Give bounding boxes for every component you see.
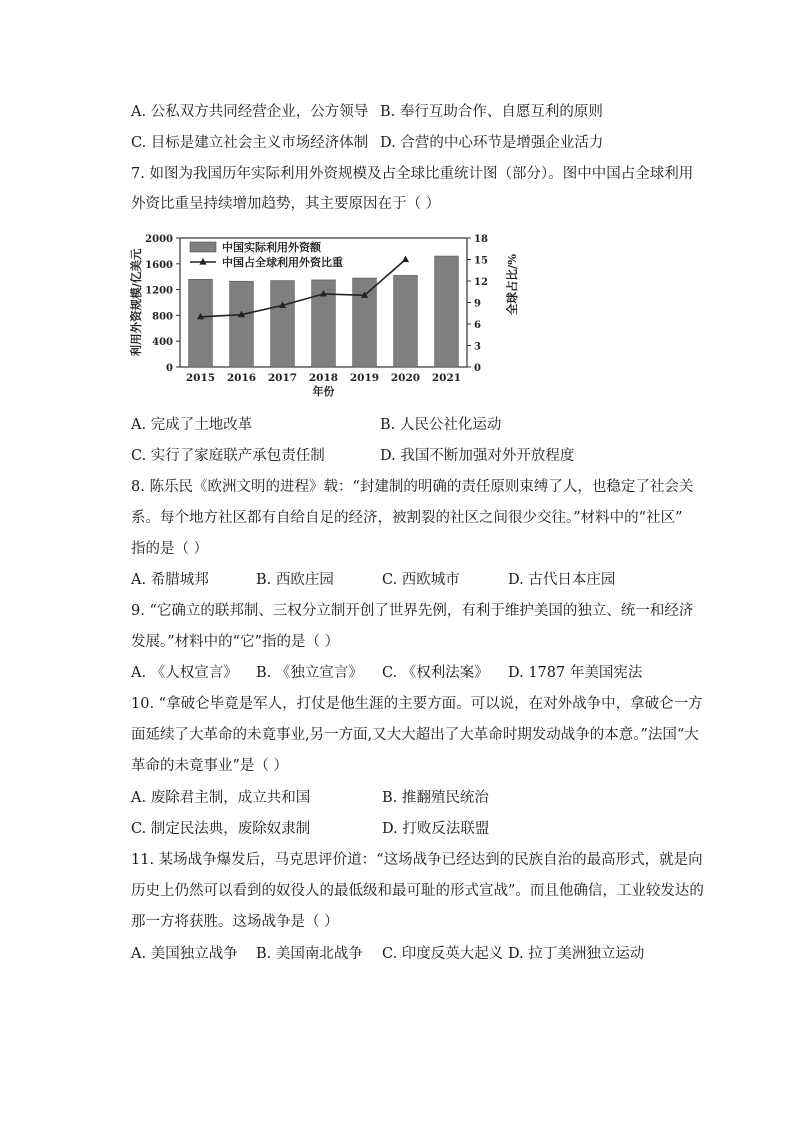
- left-tick-label: 0: [166, 363, 173, 374]
- q11-option-c[interactable]: C. 印度反英大起义: [382, 946, 504, 962]
- q7-option-c[interactable]: C. 实行了家庭联产承包责任制: [131, 448, 325, 464]
- right-tick-label: 6: [474, 320, 481, 331]
- q10-stem-line-3: 革命的未竟事业”是（ ）: [131, 758, 289, 774]
- bar-2016: [230, 281, 254, 367]
- x-tick-label: 2018: [308, 372, 339, 384]
- right-tick-label: 18: [474, 234, 488, 245]
- q9-option-b[interactable]: B. 《独立宣言》: [256, 665, 363, 681]
- q11-stem-line-3: 那一方将获胜。这场战争是（ ）: [131, 914, 339, 930]
- q10-stem-line-2: 面延续了大革命的未竟事业,另一方面,又大大超出了大革命时期发动战争的本意。”法国“大: [131, 727, 699, 743]
- q8-option-b[interactable]: B. 西欧庄园: [256, 572, 334, 588]
- right-tick-label: 9: [474, 298, 481, 310]
- left-tick-label: 2000: [145, 234, 173, 245]
- q8-option-a[interactable]: A. 希腊城邦: [131, 572, 209, 588]
- q9-option-c[interactable]: C. 《权利法案》: [382, 665, 489, 681]
- q7-stem-line-1: 7. 如图为我国历年实际利用外资规模及占全球比重统计图（部分）。图中中国占全球利用: [131, 166, 694, 182]
- x-tick-label: 2017: [267, 372, 298, 384]
- q10-stem-line-1: 10. “拿破仑毕竟是军人，打仗是他生涯的主要方面。可以说，在对外战争中，拿破仑一方: [131, 696, 703, 712]
- bar-2015: [189, 279, 213, 367]
- q11-stem-line-2: 历史上仍然可以看到的奴役人的最低级和最可耻的形式宣战”。而且他确信，工业较发达的: [131, 883, 704, 899]
- q10-option-c[interactable]: C. 制定民法典，废除奴隶制: [131, 821, 311, 837]
- q10-option-d[interactable]: D. 打败反法联盟: [382, 821, 490, 837]
- left-axis-label: 利用外资规模/亿美元: [129, 248, 143, 357]
- legend-bar-label: 中国实际利用外资额: [222, 241, 321, 254]
- q7-stem-line-2: 外资比重呈持续增加趋势，其主要原因在于（ ）: [131, 196, 441, 212]
- left-tick-label: 1600: [145, 259, 173, 271]
- x-tick-label: 2016: [226, 372, 257, 384]
- q11-option-b[interactable]: B. 美国南北战争: [256, 946, 363, 962]
- bar-2020: [394, 275, 418, 367]
- x-tick-label: 2015: [185, 372, 216, 384]
- bar-2021: [435, 256, 459, 367]
- right-tick-label: 15: [474, 255, 488, 267]
- right-tick-label: 3: [474, 341, 481, 353]
- legend-line-label: 中国占全球利用外资比重: [222, 256, 343, 269]
- q8-option-c[interactable]: C. 西欧城市: [382, 572, 460, 588]
- x-tick-label: 2020: [390, 372, 421, 384]
- q10-option-a[interactable]: A. 废除君主制，成立共和国: [131, 790, 311, 806]
- q6-option-d[interactable]: D. 合营的中心环节是增强企业活力: [380, 135, 604, 151]
- q10-option-b[interactable]: B. 推翻殖民统治: [382, 790, 489, 806]
- foreign-investment-chart: [128, 226, 528, 404]
- q7-option-a[interactable]: A. 完成了土地改革: [131, 417, 253, 433]
- q11-option-a[interactable]: A. 美国独立战争: [131, 946, 238, 962]
- left-tick-label: 1200: [145, 285, 173, 297]
- q9-stem-line-2: 发展。”材料中的“它”指的是（ ）: [131, 634, 340, 650]
- q7-option-b[interactable]: B. 人民公社化运动: [380, 417, 502, 433]
- right-tick-label: 0: [474, 363, 481, 374]
- q8-stem-line-2: 系。每个地方社区都有自给自足的经济，被割裂的社区之间很少交往。”材料中的“社区”: [131, 510, 683, 526]
- right-axis-label: 全球占比/%: [505, 253, 519, 316]
- q8-stem-line-3: 指的是（ ）: [131, 541, 209, 557]
- q11-option-d[interactable]: D. 拉丁美洲独立运动: [508, 946, 645, 962]
- q7-option-d[interactable]: D. 我国不断加强对外开放程度: [380, 448, 575, 464]
- left-tick-label: 400: [152, 337, 173, 349]
- q6-option-c[interactable]: C. 目标是建立社会主义市场经济体制: [131, 135, 369, 151]
- q6-option-a[interactable]: A. 公私双方共同经营企业，公方领导: [131, 104, 369, 120]
- x-tick-label: 2021: [431, 372, 462, 384]
- q9-option-d[interactable]: D. 1787 年美国宪法: [508, 665, 643, 681]
- q6-option-b[interactable]: B. 奉行互助合作、自愿互利的原则: [380, 104, 603, 120]
- left-tick-label: 800: [152, 311, 173, 323]
- q9-stem-line-1: 9. “它确立的联邦制、三权分立制开创了世界先例，有利于维护美国的独立、统一和经济: [131, 603, 694, 619]
- right-tick-label: 12: [474, 277, 488, 288]
- x-tick-label: 2019: [349, 372, 380, 384]
- q8-option-d[interactable]: D. 古代日本庄园: [508, 572, 616, 588]
- q11-stem-line-1: 11. 某场战争爆发后，马克思评价道：“这场战争已经达到的民族自治的最高形式，就是向: [131, 852, 703, 868]
- x-axis-label: 年份: [312, 385, 335, 398]
- q9-option-a[interactable]: A. 《人权宣言》: [131, 665, 238, 681]
- q8-stem-line-1: 8. 陈乐民《欧洲文明的进程》载：“封建制的明确的责任原则束缚了人，也稳定了社会关: [131, 479, 694, 495]
- legend-bar-swatch: [190, 242, 216, 252]
- bar-2017: [271, 281, 295, 367]
